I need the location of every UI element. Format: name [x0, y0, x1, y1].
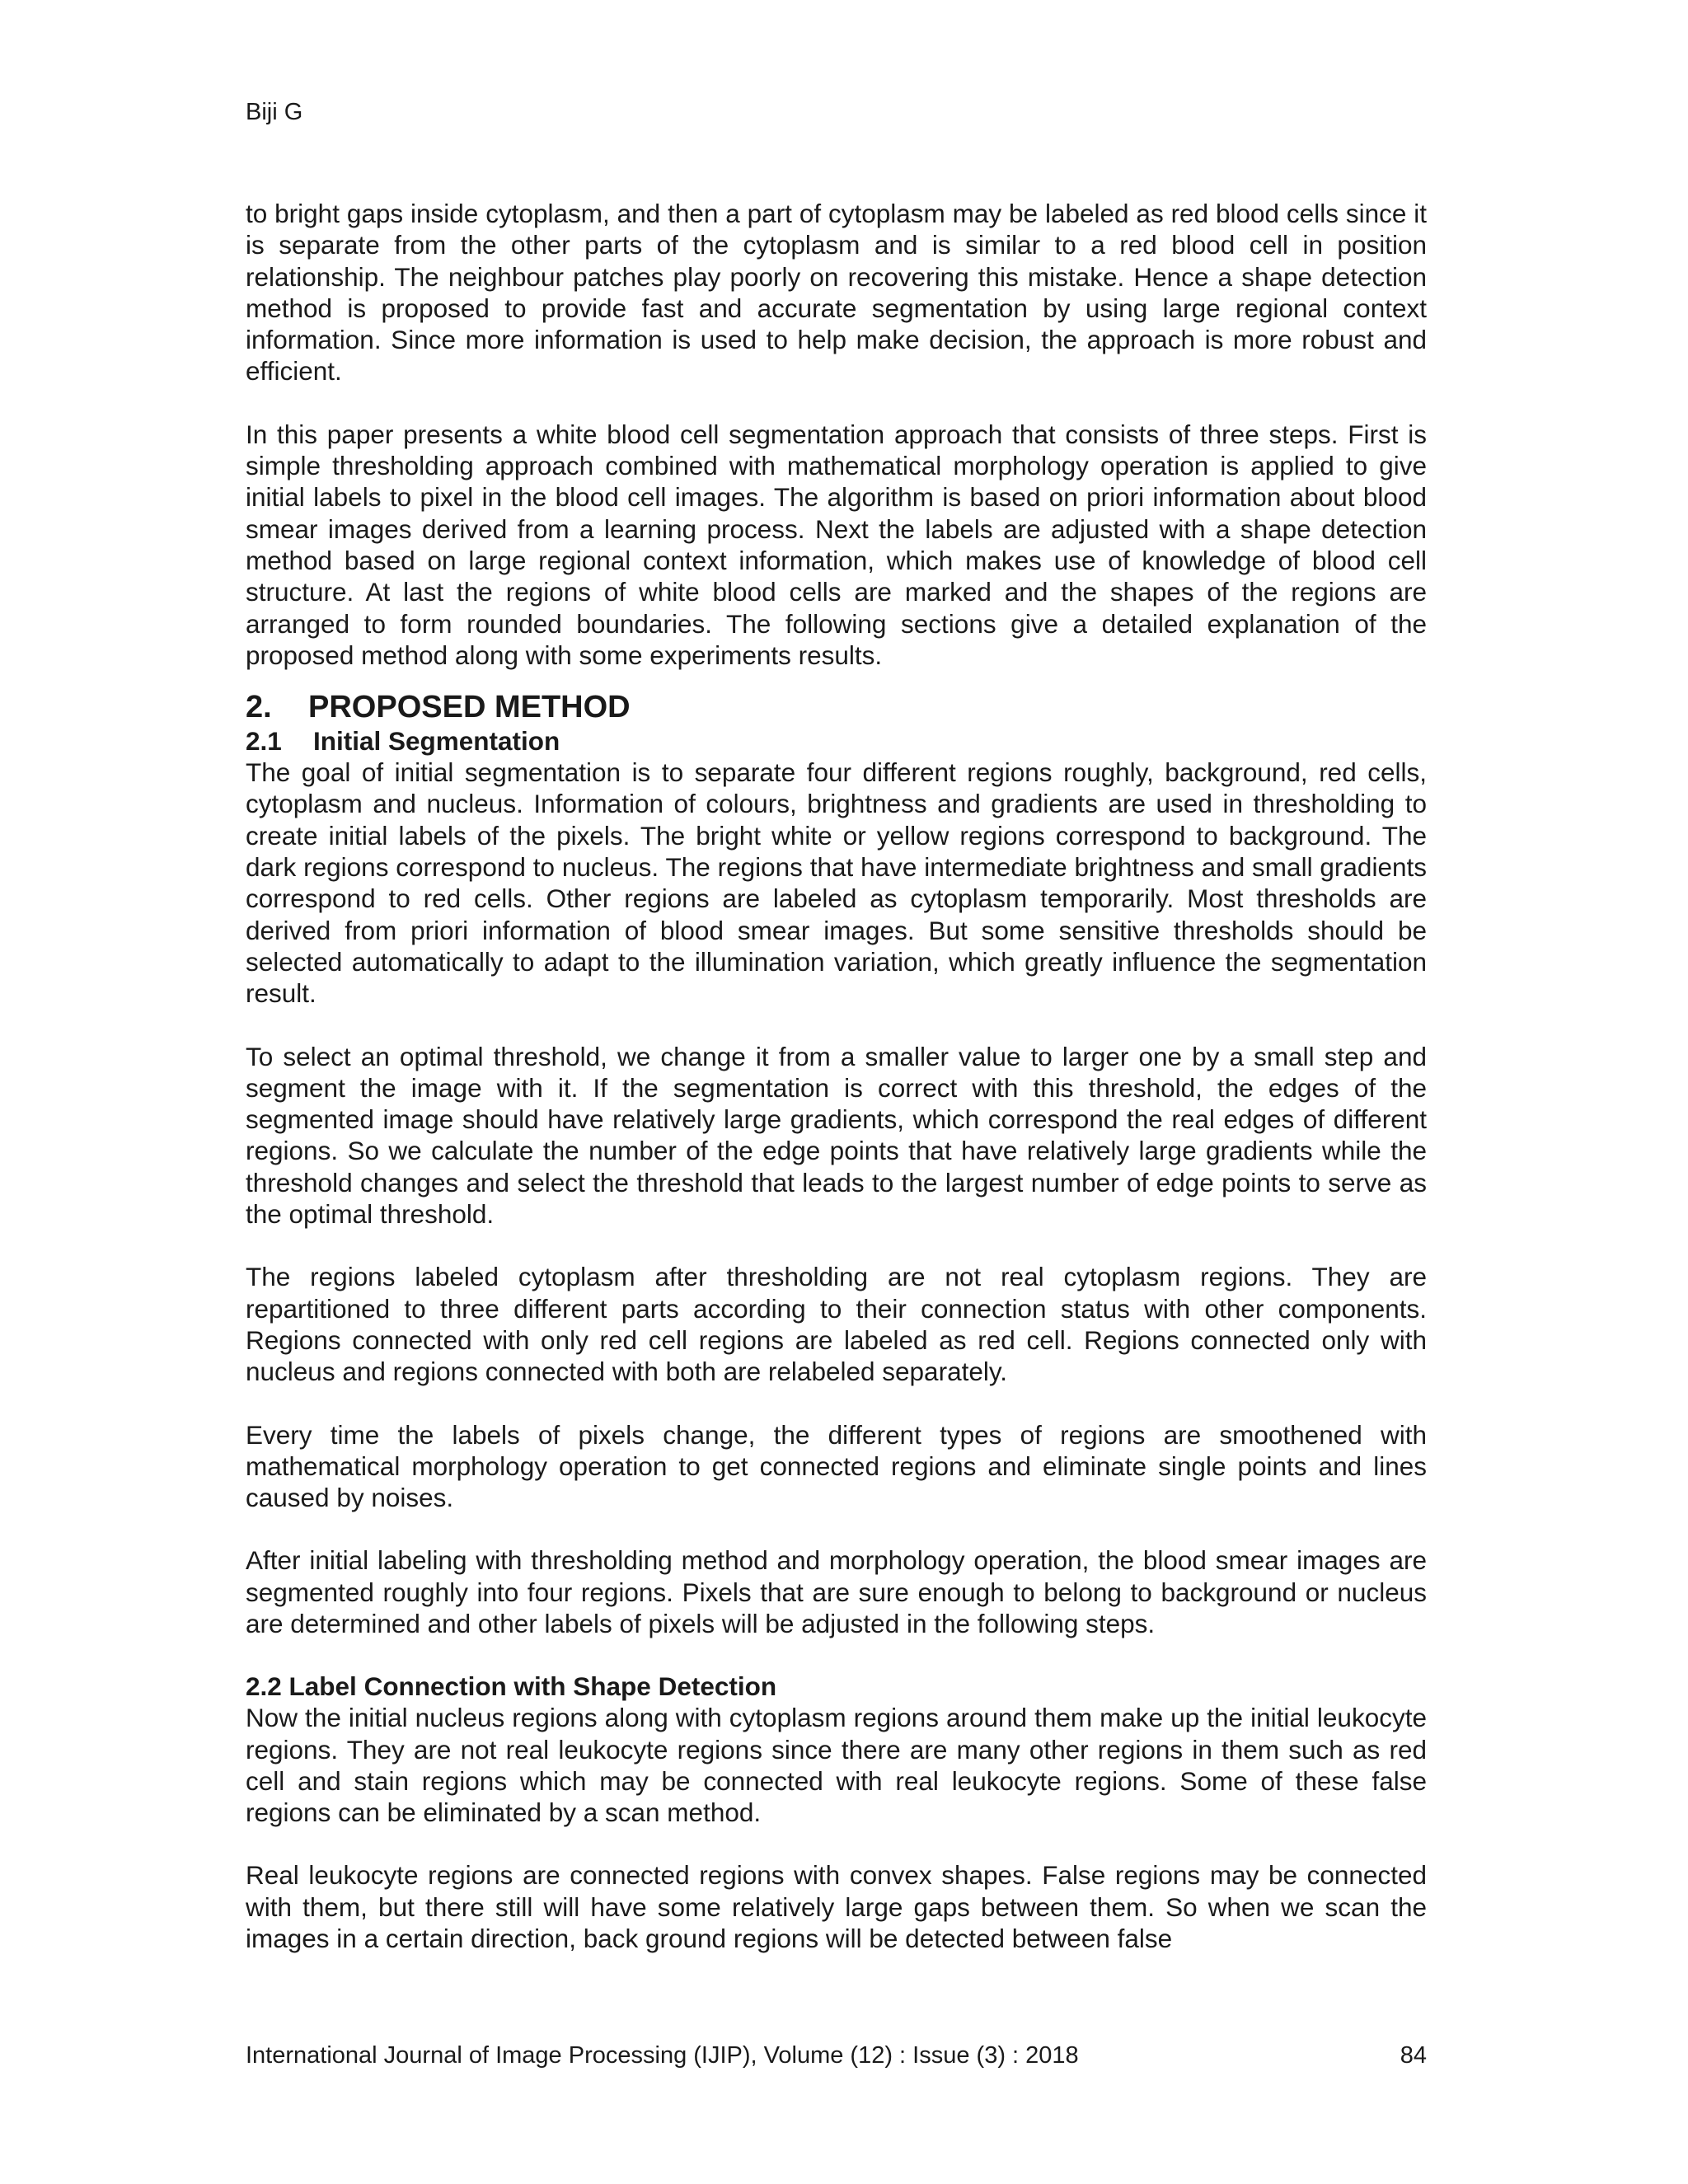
subsection-heading-2-2: 2.2 Label Connection with Shape Detection: [246, 1671, 777, 1702]
paragraph-8: Now the initial nucleus regions along with cytoplasm regions around them make up the initial leukocyte regions. They are not real leukocyte regions since there are many other regions in them such as red cell and stain regions which may be connected with real leukocyte regions. Some of these false regions can be eliminated by a scan method.: [246, 1703, 1427, 1828]
paragraph-2: In this paper presents a white blood cell segmentation approach that consists of three steps. First is simple thresholding approach combined with mathematical morphology operation is applied to give initial labels to pixel in the blood cell images. The algorithm is based on priori information about blood smear images derived from a learning process. Next the labels are adjusted with a shape detection method based on large regional context information, which makes use of knowledge of blood cell structure. At last the regions of white blood cells are marked and the shapes of the regions are arranged to form rounded boundaries. The following sections give a detailed explanation of the proposed method along with some experiments results.: [246, 419, 1427, 670]
section-number-2: 2.: [246, 690, 272, 725]
main-content: [246, 198, 1427, 1954]
subsection-heading-2-1: [246, 725, 1427, 757]
subsection-title-2-1: Initial Segmentation: [313, 726, 560, 757]
section-heading-2: [246, 689, 1427, 725]
page-footer: [246, 2041, 1427, 2070]
running-head-author: Biji G: [246, 99, 303, 125]
paragraph-9: Real leukocyte regions are connected regions with convex shapes. False regions may be connected with them, but there still will have some relatively large gaps between them. So when we scan the images in a certain direction, back ground regions will be detected between false: [246, 1860, 1427, 1954]
paragraph-6: Every time the labels of pixels change, the different types of regions are smoothened with mathematical morphology operation to get connected regions and eliminate single points and lines caused by noises.: [246, 1419, 1427, 1513]
paragraph-3: The goal of initial segmentation is to separate four different regions roughly, background, red cells, cytoplasm and nucleus. Information of colours, brightness and gradients are used in thresholding to create initial labels of the pixels. The bright white or yellow regions correspond to background. The dark regions correspond to nucleus. The regions that have intermediate brightness and small gradients correspond to red cells. Other regions are labeled as cytoplasm temporarily. Most thresholds are derived from priori information of blood smear images. But some sensitive thresholds should be selected automatically to adapt to the illumination variation, which greatly influence the segmentation result.: [246, 757, 1427, 1009]
footer-journal-citation: International Journal of Image Processing (IJIP), Volume (12) : Issue (3) : 2018: [246, 2042, 1079, 2069]
page-number: 84: [1400, 2042, 1427, 2069]
subsection-number-2-1: 2.1: [246, 726, 282, 757]
paragraph-5: The regions labeled cytoplasm after thresholding are not real cytoplasm regions. They are repartitioned to three different parts according to their connection status with other components. Regions connected with only red cell regions are labeled as red cell. Regions connected only with nucleus and regions connected with both are relabeled separately.: [246, 1262, 1427, 1387]
section-title-2: PROPOSED METHOD: [308, 690, 631, 725]
paragraph-1: to bright gaps inside cytoplasm, and then a part of cytoplasm may be labeled as red blood cells since it is separate from the other parts of the cytoplasm and is similar to a red blood cell in position relationship. The neighbour patches play poorly on recovering this mistake. Hence a shape detection method is proposed to provide fast and accurate segmentation by using large regional context information. Since more information is used to help make decision, the approach is more robust and efficient.: [246, 199, 1427, 387]
paragraph-4: To select an optimal threshold, we change it from a smaller value to larger one by a small step and segment the image with it. If the segmentation is correct with this threshold, the edges of the segmented image should have relatively large gradients, which correspond the real edges of different regions. So we calculate the number of the edge points that have relatively large gradients while the threshold changes and select the threshold that leads to the largest number of edge points to serve as the optimal threshold.: [246, 1041, 1427, 1230]
paragraph-7: After initial labeling with thresholding method and morphology operation, the blood smear images are segmented roughly into four regions. Pixels that are sure enough to belong to background or nucleus are determined and other labels of pixels will be adjusted in the following steps.: [246, 1545, 1427, 1638]
